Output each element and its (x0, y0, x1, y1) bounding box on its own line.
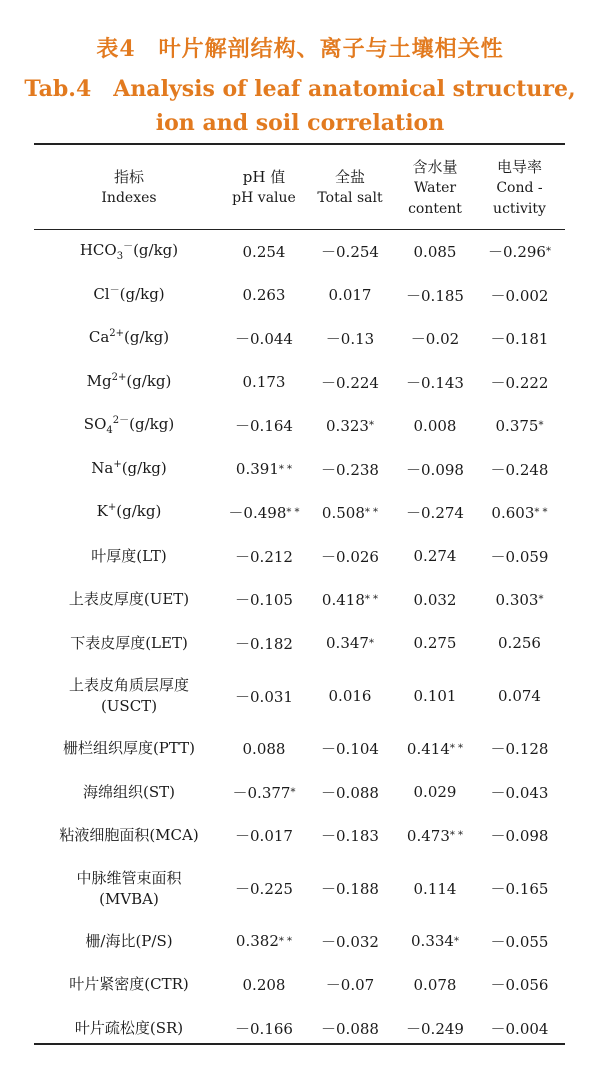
cell-water-content: －0.249 (406, 1019, 464, 1038)
cell-conductivity: 0.256 (498, 634, 541, 653)
row-index: 栅/海比(P/S) (85, 931, 173, 950)
cell-water-content: 0.078 (413, 975, 457, 994)
cell-water-content: 0.101 (413, 687, 457, 705)
table-row (34, 622, 565, 666)
cell-water-content: 0.085 (413, 242, 457, 261)
cell-total-salt: 0.017 (328, 286, 372, 305)
cell-conductivity: －0.128 (490, 740, 549, 759)
cell-total-salt: －0.07 (325, 976, 375, 995)
cell-ph: 0.391 * * (235, 460, 293, 479)
cell-total-salt: 0.418 * * (321, 590, 379, 609)
cell-conductivity: －0.165 (490, 880, 549, 898)
cell-total-salt: 0.508 * * (321, 503, 379, 522)
cell-total-salt: －0.188 (321, 880, 379, 898)
row-index: $Ca^{2+}(g/kg)$ (88, 328, 170, 347)
cell-conductivity: －0.055 (490, 932, 549, 951)
cell-total-salt: －0.13 (325, 330, 375, 349)
table-title-cn: 表4 叶片解剖结构、离子与土壤相关性 (96, 36, 504, 62)
cell-conductivity: －0.004 (490, 1019, 549, 1038)
cell-conductivity: 0.375 * (495, 416, 544, 435)
cell-water-content: 0.032 (413, 590, 457, 609)
cell-total-salt: －0.104 (321, 740, 379, 759)
cell-conductivity: －0.002 (490, 286, 549, 305)
header-salt-en: Total salt (317, 190, 383, 206)
cell-water-content: 0.274 (413, 547, 457, 566)
cell-conductivity: －0.056 (490, 976, 549, 995)
table-row (34, 920, 565, 964)
table-row (34, 230, 565, 274)
cell-conductivity: －0.222 (490, 373, 549, 392)
table-header (34, 150, 565, 226)
cell-total-salt: 0.323 * (326, 416, 374, 435)
row-index: 中脉维管束面积 (MVBA) (76, 868, 182, 908)
header-ph-cn: pH 值 (242, 168, 286, 186)
header-water-cn: 含水量 (412, 157, 458, 176)
row-index: $Mg^{2+}(g/kg)$ (86, 371, 172, 390)
header-cond-en1: Cond - (496, 179, 543, 196)
cell-ph: －0.166 (235, 1019, 293, 1038)
cell-ph: －0.498 * * (228, 504, 300, 523)
table-row (34, 274, 565, 318)
row-index: 粘液细胞面积(MCA) (59, 826, 199, 845)
row-index: K+(g/kg) (96, 502, 162, 521)
cell-conductivity: －0.059 (490, 547, 549, 566)
cell-ph: －0.105 (235, 591, 293, 610)
cell-conductivity: －0.098 (490, 827, 549, 846)
table-row (34, 535, 565, 579)
cell-total-salt: －0.183 (321, 827, 379, 846)
cell-ph: －0.377 * (232, 783, 296, 802)
row-index: 海绵组织(ST) (83, 782, 175, 801)
table-title-en-line2: ion and soil correlation (155, 110, 445, 136)
cell-ph: －0.182 (235, 634, 293, 653)
table-title-en-line1: Tab.4 Analysis of leaf anatomical structure, (24, 76, 576, 102)
table-row (34, 578, 565, 622)
header-ph (219, 150, 309, 226)
row-index: $SO_4^{2-}(g/kg)$ (83, 415, 175, 437)
header-indexes-en: Indexes (101, 190, 157, 206)
cell-ph: －0.044 (235, 330, 293, 349)
table-body (34, 230, 565, 1050)
header-ph-en: pH value (232, 190, 296, 206)
cell-conductivity: －0.248 (490, 460, 549, 479)
cell-total-salt: －0.224 (321, 373, 379, 392)
cell-ph: 0.382 * * (235, 932, 293, 951)
cell-water-content: 0.275 (413, 634, 457, 653)
cell-water-content: －0.143 (406, 373, 464, 392)
cell-ph: 0.173 (242, 373, 286, 392)
cell-conductivity: 0.303 * (495, 590, 544, 609)
row-index: 叶片紧密度(CTR) (69, 975, 189, 994)
cell-total-salt: －0.088 (321, 783, 379, 802)
cell-ph: 0.088 (242, 739, 286, 758)
header-indexes-cn: 指标 (113, 168, 144, 186)
cell-water-content: －0.02 (410, 330, 460, 349)
table-row (34, 727, 565, 771)
row-index: 叶厚度(LT) (91, 546, 167, 565)
cell-total-salt: －0.026 (321, 547, 379, 566)
header-total-salt (304, 150, 396, 226)
cell-water-content: 0.473 * * (406, 826, 464, 845)
cell-conductivity: 0.074 (498, 687, 541, 705)
cell-conductivity: －0.181 (490, 330, 549, 349)
header-water-content (392, 150, 478, 226)
cell-conductivity: －0.296 * (488, 243, 551, 262)
cell-water-content: 0.334 * (411, 932, 459, 951)
header-conductivity (474, 150, 565, 226)
row-index: 叶片疏松度(SR) (74, 1018, 184, 1037)
cell-conductivity: －0.043 (490, 783, 549, 802)
cell-total-salt: 0.347 * (326, 634, 374, 653)
table-row (34, 963, 565, 1007)
header-cond-cn: 电导率 (496, 157, 542, 176)
row-index: 上表皮角质层厚度 (USCT) (68, 676, 189, 715)
cell-ph: 0.254 (242, 242, 286, 261)
table-row (34, 404, 565, 448)
table-row (34, 665, 565, 727)
cell-ph: －0.017 (235, 827, 293, 846)
cell-ph: 0.263 (242, 286, 286, 305)
header-indexes (34, 150, 224, 226)
cell-total-salt: －0.254 (321, 243, 379, 262)
table-row (34, 491, 565, 535)
row-index: 下表皮厚度(LET) (70, 633, 188, 652)
table-row (34, 858, 565, 920)
cell-water-content: －0.274 (406, 504, 464, 523)
table-row (34, 448, 565, 492)
cell-total-salt: －0.088 (321, 1019, 379, 1038)
cell-water-content: －0.185 (406, 286, 464, 305)
table-row (34, 317, 565, 361)
header-water-en2: content (408, 200, 462, 217)
cell-water-content: 0.414 * * (406, 739, 464, 758)
table-row (34, 814, 565, 858)
cell-ph: －0.164 (235, 417, 293, 436)
row-index: $HCO_3^-(g/kg)$ (79, 241, 179, 263)
cell-ph: －0.212 (235, 547, 293, 566)
header-cond-en2: uctivity (493, 200, 546, 217)
row-index: 栅栏组织厚度(PTT) (62, 739, 196, 758)
cell-water-content: －0.098 (406, 460, 464, 479)
table-bottom-rule (34, 1043, 565, 1045)
header-water-en1: Water (413, 179, 457, 196)
header-salt-cn: 全盐 (334, 168, 365, 186)
cell-water-content: 0.029 (413, 783, 457, 802)
cell-total-salt: 0.016 (328, 687, 372, 705)
cell-total-salt: －0.238 (321, 460, 379, 479)
table-top-rule (34, 143, 565, 145)
table-row (34, 361, 565, 405)
cell-ph: 0.208 (242, 975, 286, 994)
cell-total-salt: －0.032 (321, 932, 379, 951)
cell-water-content: 0.008 (413, 416, 457, 435)
cell-ph: －0.225 (235, 880, 293, 898)
cell-ph: －0.031 (235, 687, 293, 706)
cell-conductivity: 0.603 * * (491, 503, 548, 522)
row-index: 上表皮厚度(UET) (68, 590, 190, 609)
cell-water-content: 0.114 (413, 879, 457, 898)
row-index: Cl－(g/kg) (93, 284, 165, 303)
row-index: Na+(g/kg) (91, 458, 167, 477)
table-row (34, 771, 565, 815)
